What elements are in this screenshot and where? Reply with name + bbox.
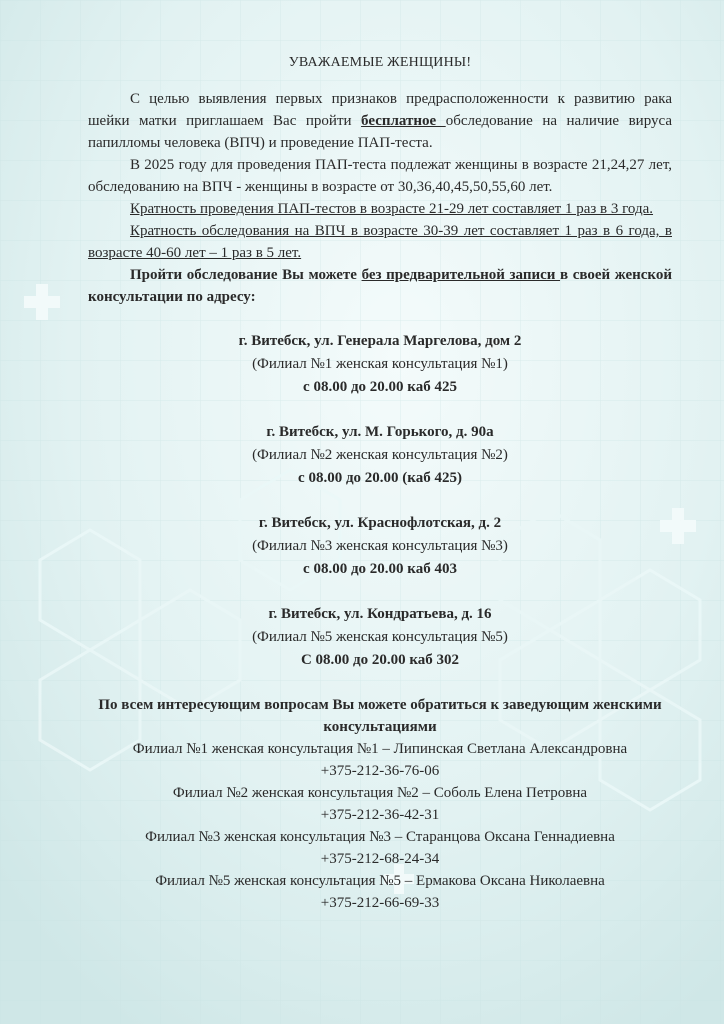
contact-label: Филиал №5 женская консультация №5 – Ермакова Оксана Николаевна (155, 873, 605, 889)
contact-phone: +375-212-36-76-06 (320, 763, 440, 779)
branch-address: г. Витебск, ул. Генерала Маргелова, дом 2 (238, 333, 522, 349)
contacts-heading: По всем интересующим вопросам Вы можете обратиться к заведующим женскими консультациями (98, 697, 662, 735)
free-emphasis: бесплатное (361, 113, 446, 129)
branch-address: г. Витебск, ул. Краснофлотская, д. 2 (258, 515, 502, 531)
contacts-section (88, 694, 672, 914)
branch-block-3 (88, 512, 672, 581)
intro-paragraph: С целью выявления первых признаков предрасположенности к развитию рака шейки матки приглашаем Вас пройти бесплатное обследование на наличие вируса папилломы человека (ВПЧ) и проведение ПАП-теста. (88, 91, 673, 151)
branch-name: (Филиал №1 женская консультация №1) (252, 356, 508, 372)
branch-hours: С 08.00 до 20.00 каб 302 (300, 652, 460, 668)
age-paragraph: В 2025 году для проведения ПАП-теста подлежат женщины в возрасте 21,24,27 лет, обследованию на ВПЧ - женщины в возрасте от 30,36,40,45,50,55,60 лет. (88, 157, 672, 195)
branch-name: (Филиал №3 женская консультация №3) (252, 538, 508, 554)
branch-address: г. Витебск, ул. М. Горького, д. 90а (266, 424, 494, 440)
pap-frequency-paragraph: Кратность проведения ПАП-тестов в возрасте 21-29 лет составляет 1 раз в 3 года. (130, 201, 654, 217)
branch-address: г. Витебск, ул. Кондратьева, д. 16 (268, 606, 492, 622)
branch-block-1 (88, 330, 672, 399)
branch-block-2 (88, 421, 672, 490)
hpv-frequency-paragraph: Кратность обследования на ВПЧ в возрасте 30-39 лет составляет 1 раз в 6 года, в возрасте 40-60 лет – 1 раз в 5 лет. (88, 223, 672, 261)
no-appointment-paragraph: Пройти обследование Вы можете без предварительной записи в своей женской консультации по адресу: (88, 267, 672, 305)
branch-hours: с 08.00 до 20.00 (каб 425) (298, 470, 462, 486)
branch-name: (Филиал №2 женская консультация №2) (252, 447, 508, 463)
page-title: УВАЖАЕМЫЕ ЖЕНЩИНЫ! (288, 55, 472, 70)
contact-label: Филиал №2 женская консультация №2 – Соболь Елена Петровна (172, 785, 588, 801)
contact-phone: +375-212-36-42-31 (320, 807, 440, 823)
branch-hours: с 08.00 до 20.00 каб 403 (303, 561, 457, 577)
contact-phone: +375-212-66-69-33 (320, 895, 440, 911)
contact-label: Филиал №3 женская консультация №3 – Старанцова Оксана Геннадиевна (145, 829, 615, 845)
contact-phone: +375-212-68-24-34 (320, 851, 440, 867)
contact-label: Филиал №1 женская консультация №1 – Липинская Светлана Александровна (132, 741, 628, 757)
branch-hours: с 08.00 до 20.00 каб 425 (303, 379, 457, 395)
branch-block-4 (88, 603, 672, 672)
branch-name: (Филиал №5 женская консультация №5) (252, 629, 508, 645)
notice-document (88, 52, 672, 914)
